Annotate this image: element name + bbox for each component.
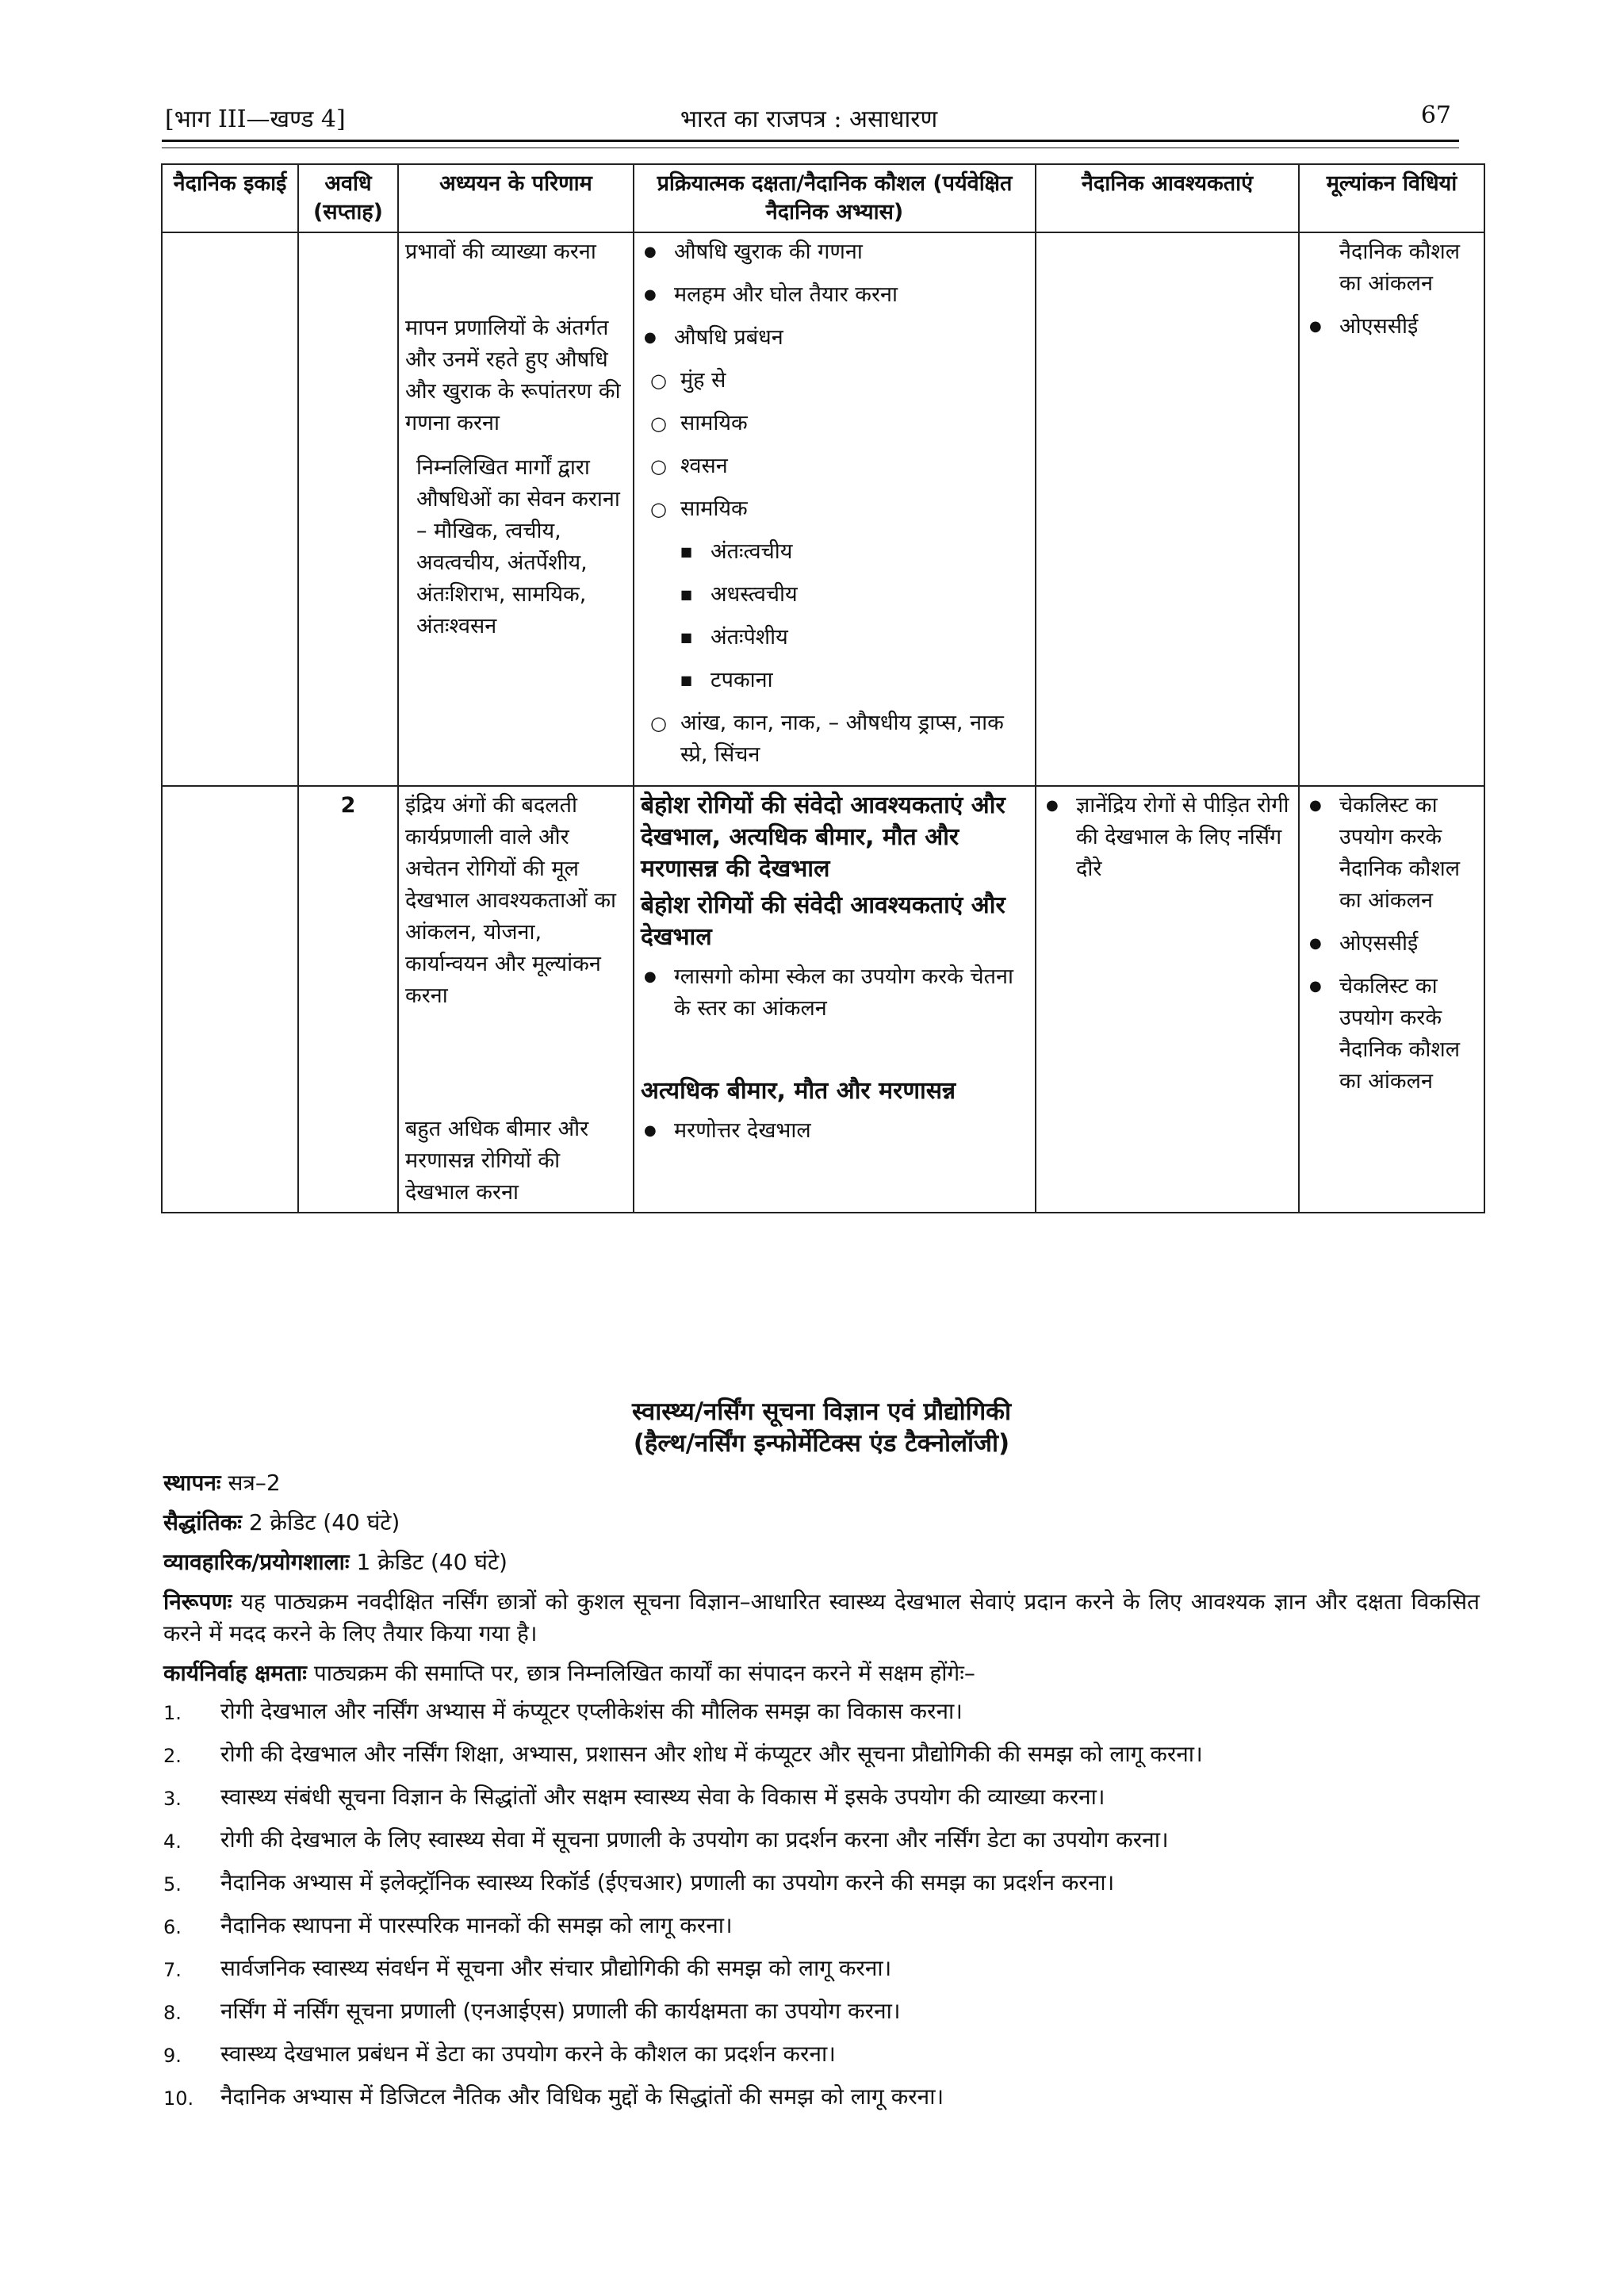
list-item: ● मरणोत्तर देखभाल [641,1115,1028,1147]
course-title: स्वास्थ्य/नर्सिंग सूचना विज्ञान एवं प्रौद्योगिकी [631,1397,1011,1426]
page-number: 67 [1420,102,1451,129]
header-rule-thick [162,140,1459,142]
table-row [162,232,1484,786]
placement-value: सत्र–2 [228,1470,281,1496]
cell-duration [298,232,398,786]
competency-line [163,1658,1480,1689]
route-item: ○ सामयिक [647,408,1028,439]
header-title: भारत का राजपत्र : असाधारण [680,105,938,133]
item-text: नैदानिक अभ्यास में इलेक्ट्रॉनिक स्वास्थ्य रिकॉर्ड (ईएचआर) प्रणाली का उपयोग करने की समझ का प्रदर्शन करना। [220,1869,1115,1895]
cell-requirements [1036,786,1299,1213]
description-label: निरूपणः [163,1589,232,1615]
col-header-unit: नैदानिक इकाई [162,164,298,232]
list-item [163,1738,1480,1770]
curriculum-table [161,163,1485,1213]
route-item: ○ श्वसन [647,450,1028,482]
item-number: 5. [163,1873,182,1895]
item-number: 10. [163,2087,194,2110]
item-text: स्वास्थ्य देखभाल प्रबंधन में डेटा का उपयोग करने के कौशल का प्रदर्शन करना। [220,2041,836,2067]
course-subtitle: (हैल्थ/नर्सिंग इन्फोर्मेटिक्स एंड टैक्नोलॉजी) [633,1429,1010,1458]
item-number: 7. [163,1959,182,1981]
cell-evaluation [1299,786,1484,1213]
item-text: स्वास्थ्य संबंधी सूचना विज्ञान के सिद्धांतों और सक्षम स्वास्थ्य सेवा के विकास में इसके उपयोग की व्याख्या करना। [220,1784,1105,1810]
cell-outcomes [398,232,634,786]
col-header-duration: अवधि (सप्ताह) [298,164,398,232]
col-header-evaluation: मूल्यांकन विधियां [1299,164,1484,232]
skills-heading: बेहोश रोगियों की संवेदो आवश्यकताएं और देखभाल, अत्यधिक बीमार, मौत और मरणासन्न की देखभाल [641,792,1005,883]
item-number: 8. [163,2002,182,2024]
sub-route-item: ■ अधस्त्वचीय [677,579,1028,611]
competency-list [163,1696,1480,2113]
col-header-outcomes: अध्ययन के परिणाम [398,164,634,232]
item-number: 2. [163,1745,182,1767]
theory-line [163,1507,1480,1539]
evaluation-item: ● चेकलिस्ट का उपयोग करके नैदानिक कौशल का आंकलन [1306,971,1477,1098]
list-item [163,2081,1480,2113]
list-item [163,1781,1480,1813]
col-header-requirements: नैदानिक आवश्यकताएं [1036,164,1299,232]
route-item: ○ मुंह से [647,365,1028,397]
list-item [163,1953,1480,1984]
cell-outcomes [398,786,634,1213]
cell-unit [162,786,298,1213]
item-text: नैदानिक स्थापना में पारस्परिक मानकों की समझ को लागू करना। [220,1912,733,1938]
outcome-text: मापन प्रणालियों के अंतर्गत और उनमें रहते हुए औषधि और खुराक के रूपांतरण की गणना करना [405,316,621,435]
item-text: नर्सिंग में नर्सिंग सूचना प्रणाली (एनआईएस) प्रणाली की कार्यक्षमता का उपयोग करना। [220,1998,901,2024]
list-item [163,1995,1480,2027]
header-section: [भाग III—खण्ड 4] [165,105,346,133]
description-value: यह पाठ्यक्रम नवदीक्षित नर्सिंग छात्रों को कुशल सूचना विज्ञान–आधारित स्वास्थ्य देखभाल सेवाएं प्रदान करने के लिए आवश्यक ज्ञान और दक्षता विकसित करने में मदद करने के लिए तैयार किया गया है। [163,1589,1480,1646]
list-item: ● औषधि खुराक की गणना [641,236,1028,268]
theory-value: 2 क्रेडिट (40 घंटे) [248,1509,400,1535]
route-item-label: सामयिक [680,496,748,521]
route-item: ○ आंख, कान, नाक, – औषधीय ड्राप्स, नाक स्प्रे, सिंचन [647,707,1028,771]
outcome-text: प्रभावों की व्याख्या करना [405,240,596,264]
practical-label: व्यावहारिक/प्रयोगशालाः [163,1549,350,1575]
theory-label: सैद्धांतिकः [163,1509,242,1535]
sub-route-item: ■ टपकाना [677,665,1028,696]
outcome-text: इंद्रिय अंगों की बदलती कार्यप्रणाली वाले और अचेतन रोगियों की मूल देखभाल आवश्यकताओं का आंकलन, योजना, कार्यान्वयन और मूल्यांकन करना [405,793,617,1008]
evaluation-item: ● ओएससीई [1306,311,1477,343]
sub-route-item: ■ अंतःपेशीय [677,622,1028,654]
list-item [163,1696,1480,1727]
skills-heading: अत्यधिक बीमार, मौत और मरणासन्न [641,1077,956,1105]
list-item [163,2038,1480,2070]
item-number: 9. [163,2045,182,2067]
course-section [163,1396,1480,2124]
list-item: ● मलहम और घोल तैयार करना [641,279,1028,311]
item-number: 6. [163,1916,182,1938]
item-text: रोगी देखभाल और नर्सिंग अभ्यास में कंप्यूटर एप्लीकेशंस की मौलिक समझ का विकास करना। [220,1698,963,1724]
practical-value: 1 क्रेडिट (40 घंटे) [356,1549,508,1575]
outcome-text: निम्नलिखित मार्गों द्वारा औषधिओं का सेवन कराना – मौखिक, त्वचीय, अवत्वचीय, अंतर्पेशीय, अंतःशिराभ, सामयिक, अंतःश्वसन [416,455,620,638]
item-number: 1. [163,1702,182,1724]
description-paragraph [163,1586,1480,1650]
evaluation-item: ● चेकलिस्ट का उपयोग करके नैदानिक कौशल का आंकलन [1306,790,1477,917]
table-header-row [162,164,1484,232]
list-item [163,1910,1480,1941]
list-item [163,1824,1480,1856]
evaluation-text: नैदानिक कौशल का आंकलन [1339,240,1461,296]
evaluation-item: ● ओएससीई [1306,928,1477,960]
item-text: रोगी की देखभाल के लिए स्वास्थ्य सेवा में सूचना प्रणाली के उपयोग का प्रदर्शन करना और नर्सिंग डेटा का उपयोग करना। [220,1826,1169,1853]
sub-route-item: ■ अंतःत्वचीय [677,536,1028,568]
item-text: नैदानिक अभ्यास में डिजिटल नैतिक और विधिक मुद्दों के सिद्धांतों की समझ को लागू करना। [220,2083,944,2110]
page-header [162,98,1456,136]
placement-line [163,1467,1480,1499]
item-number: 4. [163,1830,182,1853]
col-header-skills: प्रक्रियात्मक दक्षता/नैदानिक कौशल (पर्यवेक्षित नैदानिक अभ्यास) [634,164,1036,232]
list-item [641,322,1028,771]
competency-value: पाठ्यक्रम की समाप्ति पर, छात्र निम्नलिखित कार्यों का संपादन करने में सक्षम होंगेः– [313,1660,975,1686]
requirement-item: ● ज्ञानेंद्रिय रोगों से पीड़ित रोगी की देखभाल के लिए नर्सिंग दौरे [1043,790,1292,885]
cell-duration: 2 [298,786,398,1213]
list-item: ● ग्लासगो कोमा स्केल का उपयोग करके चेतना के स्तर का आंकलन [641,961,1028,1025]
cell-skills [634,786,1036,1213]
placement-label: स्थापनः [163,1470,221,1496]
cell-skills [634,232,1036,786]
list-item [163,1867,1480,1899]
item-text: सार्वजनिक स्वास्थ्य संवर्धन में सूचना और संचार प्रौद्योगिकी की समझ को लागू करना। [220,1955,892,1981]
cell-requirements [1036,232,1299,786]
outcome-text: बहुत अधिक बीमार और मरणासन्न रोगियों की देखभाल करना [405,1117,589,1205]
competency-label: कार्यनिर्वाह क्षमताः [163,1660,307,1686]
table-row [162,786,1484,1213]
list-item-label: औषधि प्रबंधन [674,325,783,350]
item-text: रोगी की देखभाल और नर्सिंग शिक्षा, अभ्यास, प्रशासन और शोध में कंप्यूटर और सूचना प्रौद्योगिकी की समझ को लागू करना। [220,1741,1203,1767]
cell-evaluation [1299,232,1484,786]
item-number: 3. [163,1788,182,1810]
cell-unit [162,232,298,786]
route-item [647,493,1028,696]
skills-heading: बेहोश रोगियों की संवेदी आवश्यकताएं और देखभाल [641,891,1005,951]
practical-line [163,1547,1480,1578]
